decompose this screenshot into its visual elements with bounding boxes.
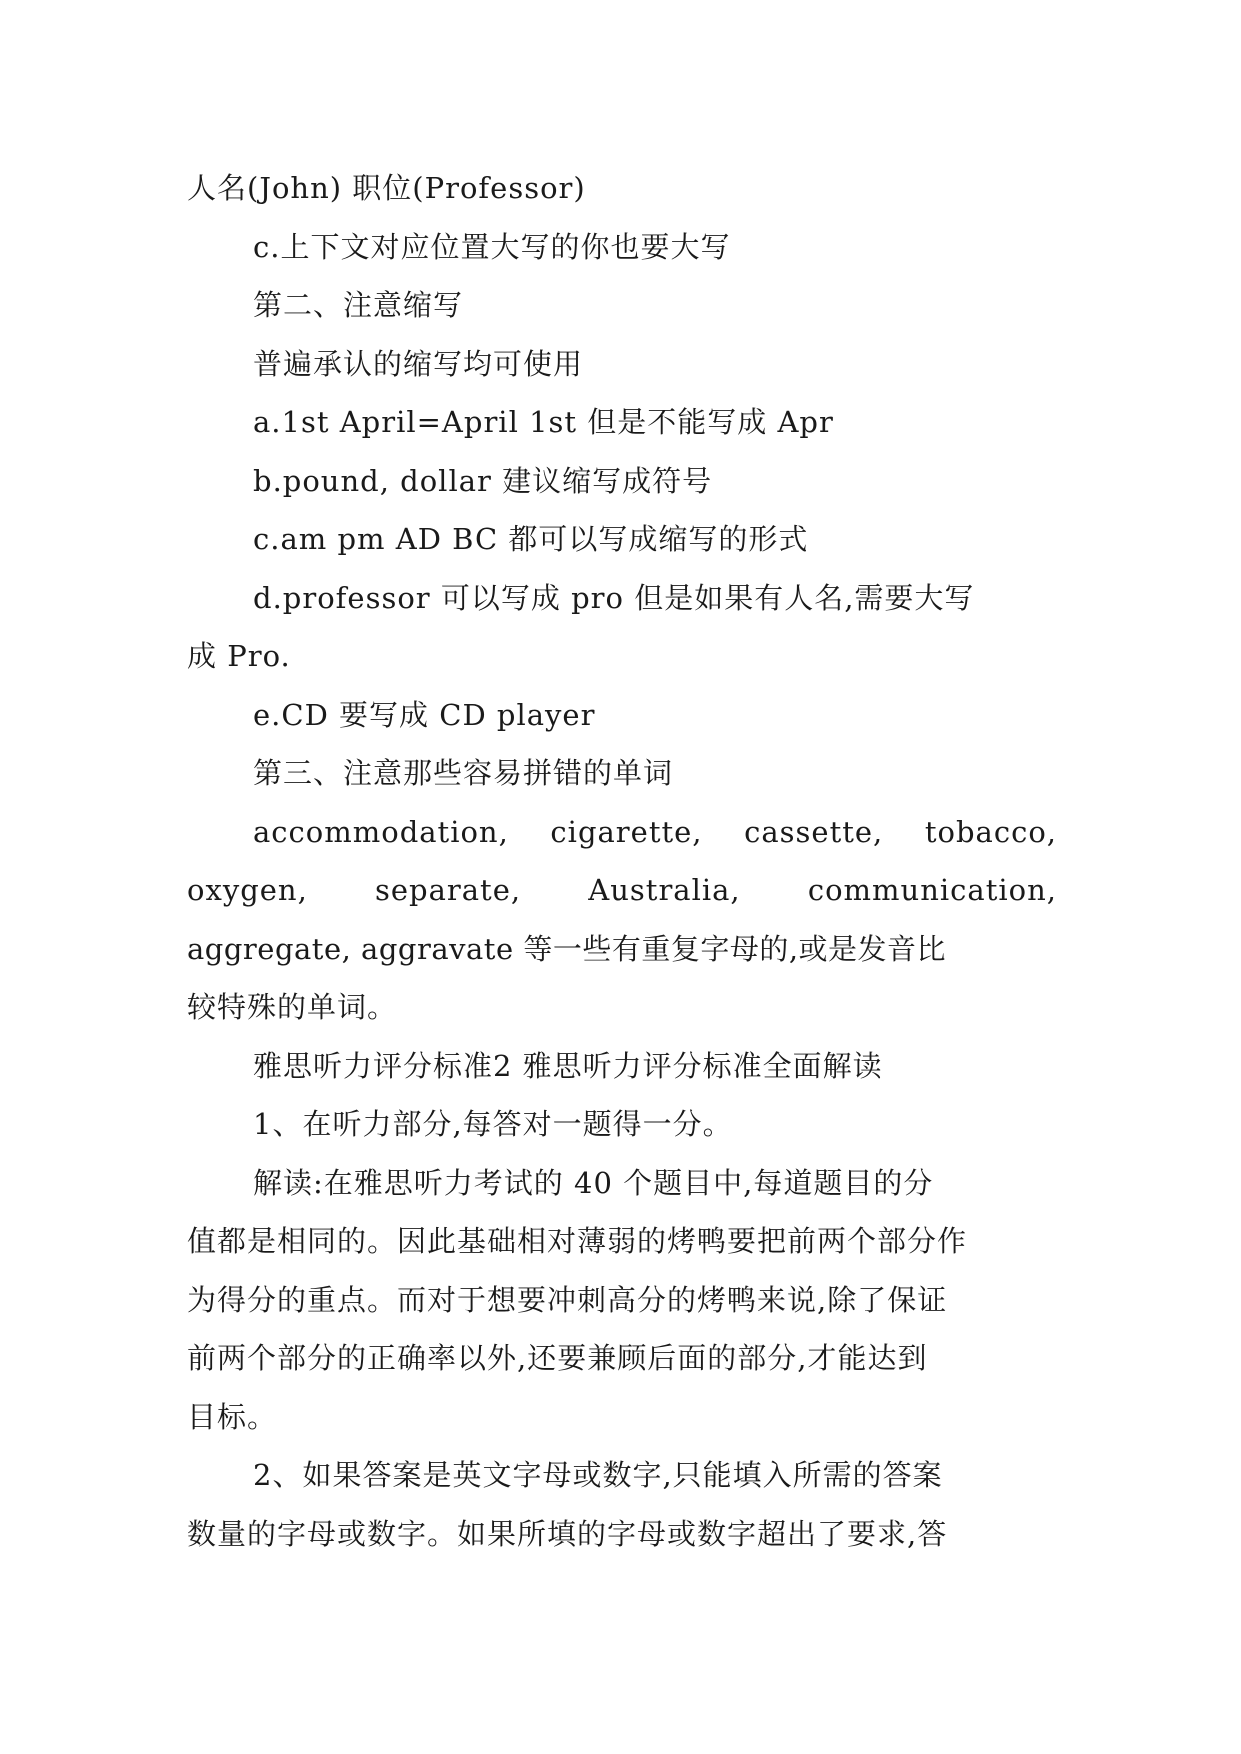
text-line: b.pound, dollar 建议缩写成符号 (253, 463, 713, 498)
text-line: 为得分的重点。而对于想要冲刺高分的烤鸭来说,除了保证 (187, 1282, 948, 1317)
text-line: 数量的字母或数字。如果所填的字母或数字超出了要求,答 (187, 1516, 948, 1551)
text-line: 成 Pro. (187, 639, 291, 673)
section-heading: 第三、注意那些容易拼错的单词 (253, 756, 674, 790)
section-heading: 第二、注意缩写 (253, 288, 464, 322)
text-line: c.am pm AD BC 都可以写成缩写的形式 (253, 522, 809, 556)
document-body (187, 159, 1057, 1563)
text-line: 普遍承认的缩写均可使用 (253, 346, 584, 381)
text-line: 较特殊的单词。 (187, 990, 398, 1024)
text-line: 前两个部分的正确率以外,还要兼顾后面的部分,才能达到 (187, 1341, 928, 1375)
text-line: accommodation, cigarette, cassette, tobacco, (253, 814, 1057, 849)
text-line: 2、如果答案是英文字母或数字,只能填入所需的答案 (253, 1458, 943, 1492)
text-line: 目标。 (187, 1399, 278, 1434)
text-line: e.CD 要写成 CD player (253, 697, 596, 732)
text-line: 人名(John) 职位(Professor) (187, 171, 586, 205)
text-line: 值都是相同的。因此基础相对薄弱的烤鸭要把前两个部分作 (187, 1224, 968, 1258)
text-line: 解读:在雅思听力考试的 40 个题目中,每道题目的分 (253, 1165, 934, 1200)
section-title: 雅思听力评分标准2 雅思听力评分标准全面解读 (253, 1048, 883, 1083)
text-line: a.1st April=April 1st 但是不能写成 Apr (253, 405, 834, 439)
text-line: d.professor 可以写成 pro 但是如果有人名,需要大写 (253, 580, 975, 615)
text-line: aggregate, aggravate 等一些有重复字母的,或是发音比 (187, 931, 947, 966)
text-line: c.上下文对应位置大写的你也要大写 (253, 229, 731, 264)
text-line: oxygen, separate, Australia, communication, (187, 873, 1057, 907)
text-line: 1、在听力部分,每答对一题得一分。 (253, 1107, 733, 1141)
